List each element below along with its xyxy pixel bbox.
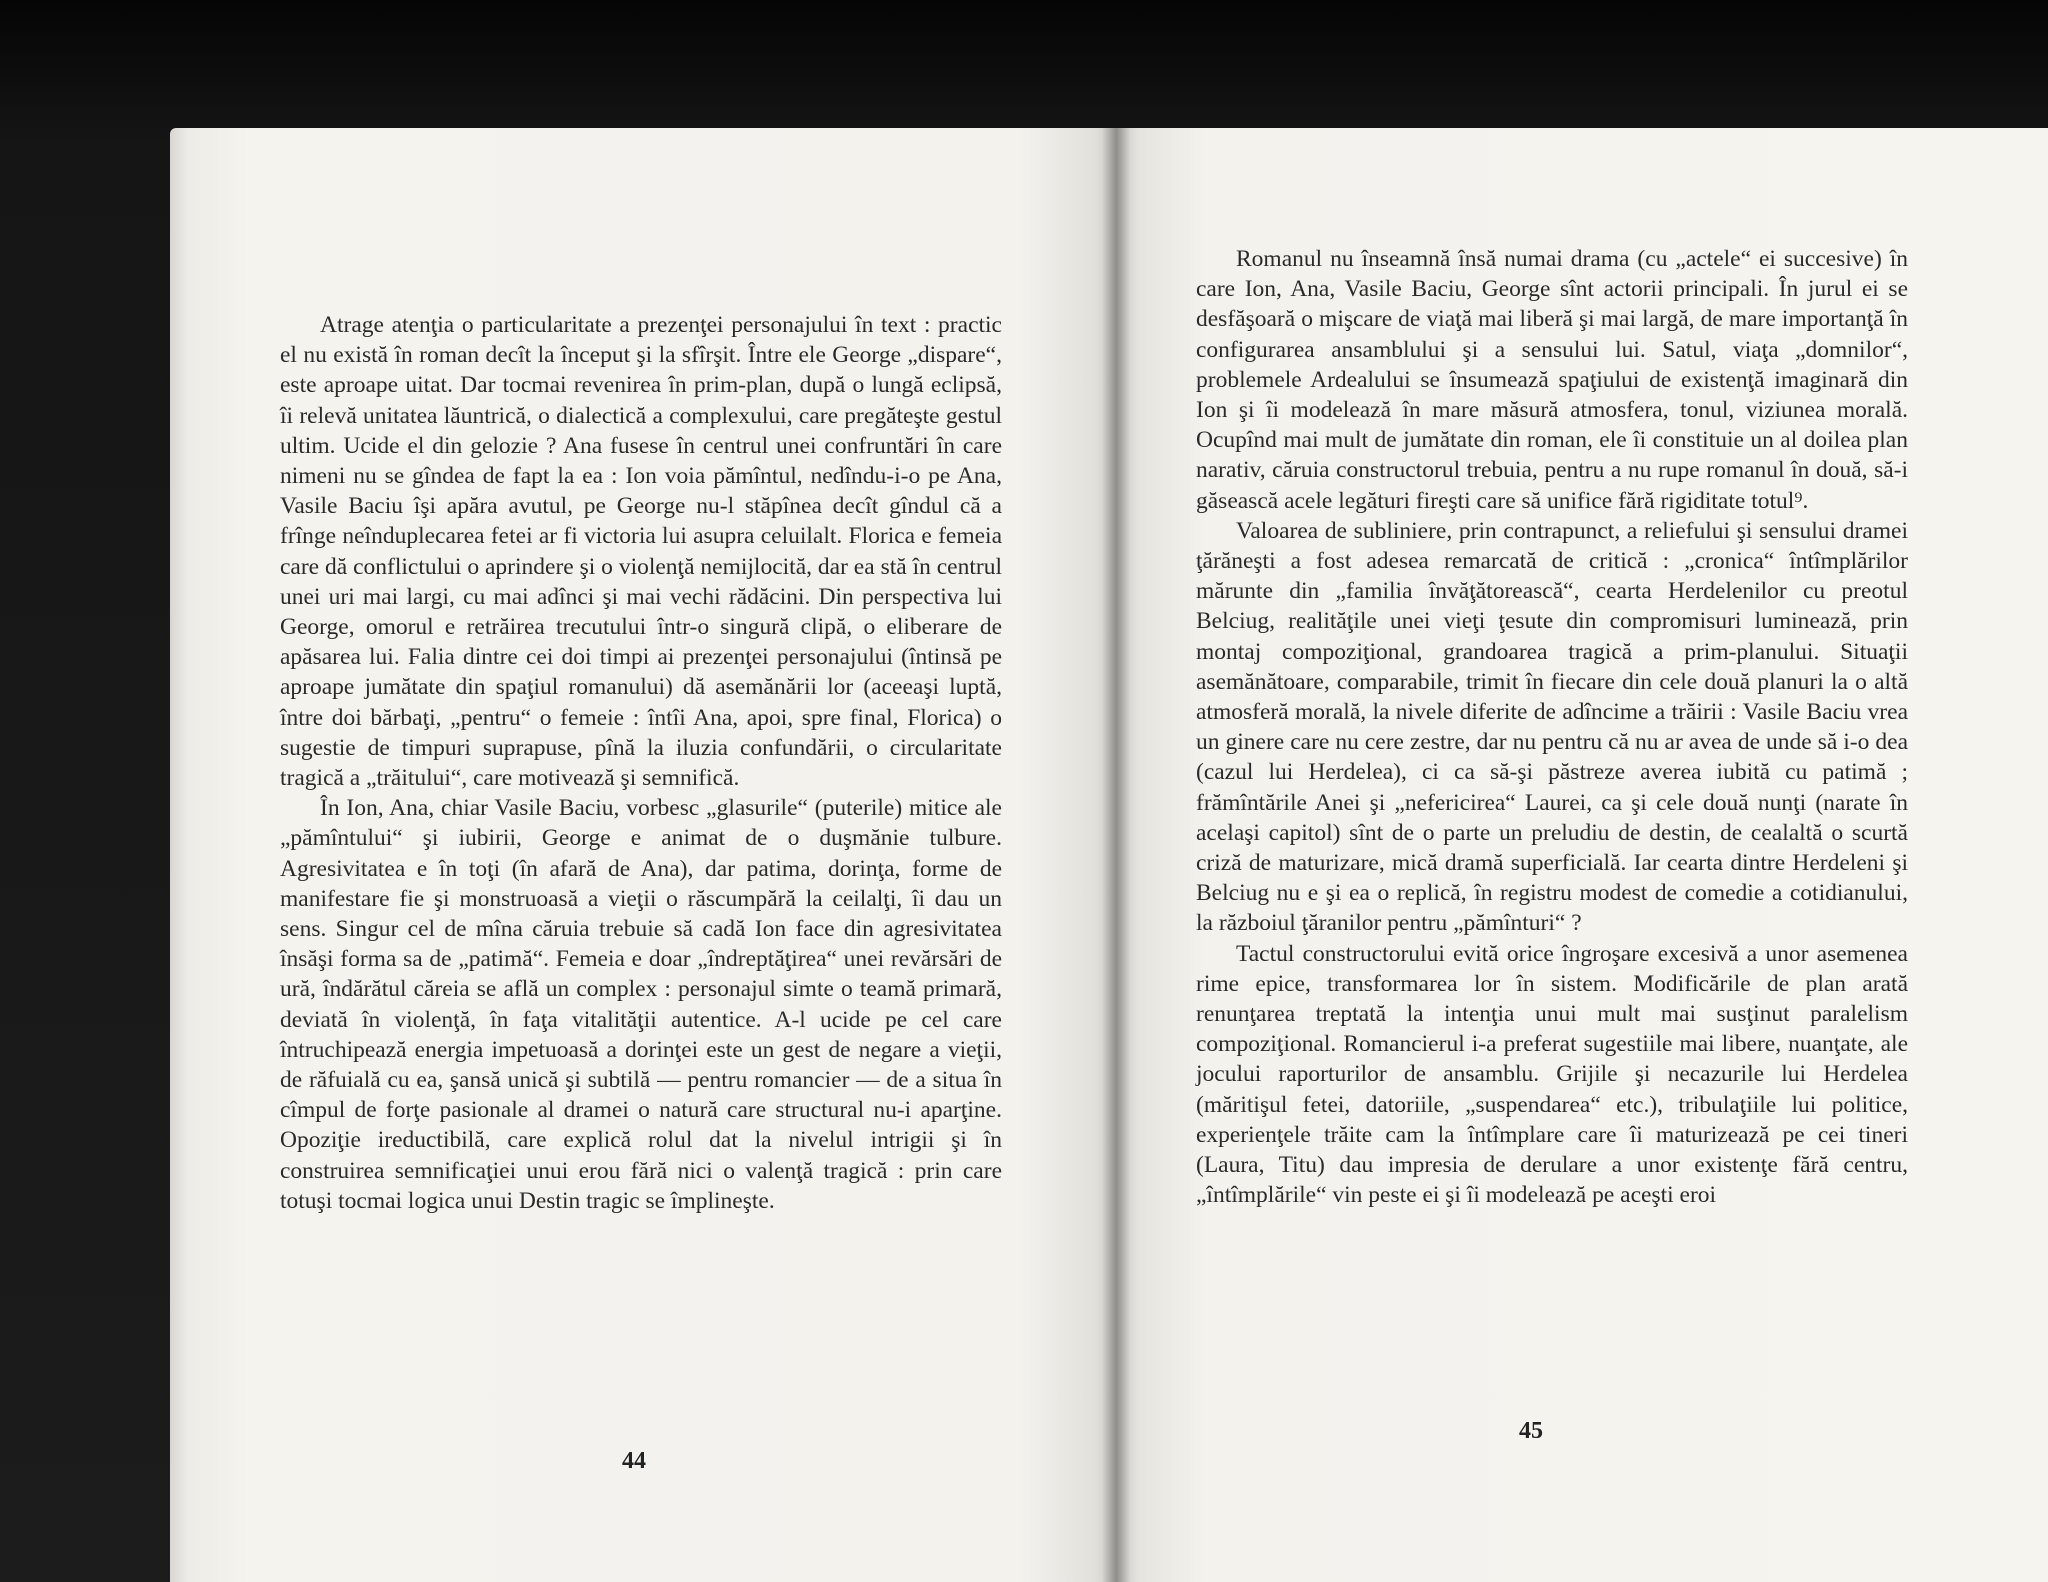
right-page	[1116, 128, 2048, 1582]
right-paragraph-3: Tactul constructorului evită orice îngroşare excesivă a unor asemenea rime epice, transformarea lor în sistem. Modificările de plan arată renunţarea treptată la intenţia unui mult mai susţinut paralelism compoziţional. Romancierul i-a preferat sugestiile mai libere, nuanţate, ale jocului raporturilor de ansamblu. Grijile şi necazurile lui Herdelea (măritişul fetei, datoriile, „suspendarea“ etc.), tribulaţiile lui politice, experienţele trăite cam la întîmplare care îi maturizează pe cei tineri (Laura, Titu) dau impresia de derulare a unor existenţe fără centru, „întîmplările“ vin peste ei şi îi modelează pe aceşti eroi	[1196, 940, 1908, 1209]
left-paragraph-2: În Ion, Ana, chiar Vasile Baciu, vorbesc „glasurile“ (puterile) mitice ale „pămîntului“ şi iubirii, George e animat de o duşmănie tulbure. Agresivitatea e în toţi (în afară de Ana), dar patima, dorinţa, forme de manifestare fie şi monstruoasă a vieţii o răscumpără la ceilalţi, îi dau un sens. Singur cel de mîna căruia trebuie să cadă Ion face din agresivitatea însăşi forma sa de „patimă“. Femeia e doar „îndreptăţirea“ unei revărsări de ură, îndărătul căreia se află un complex : personajul simte o teamă primară, deviată în violenţă, în faţa vitalităţii autentice. A-l ucide pe cel care întruchipează energia impetuoasă a dorinţei este un gest de negare a vieţii, de răfuială cu ea, şansă unică şi subtilă — pentru romancier — de a situa în cîmpul de forţe pasionale al dramei o natură care structural nu-i aparţine. Opoziţie ireductibilă, care explică rolul dat la nivelul intrigii şi în construirea semnificaţiei unui erou fără nici o valenţă tragică : prin care totuşi tocmai logica unui Destin tragic se împlineşte.	[280, 795, 1002, 1214]
left-paragraph-1: Atrage atenţia o particularitate a prezenţei personajului în text : practic el nu există în roman decît la început şi la sfîrşit. Între ele George „dispare“, este aproape uitat. Dar tocmai revenirea în prim-plan, după o lungă eclipsă, îi relevă unitatea lăuntrică, o dialectică a complexului, care pregăteşte gestul ultim. Ucide el din gelozie ? Ana fusese în centrul unei confruntări în care nimeni nu se gîndea de fapt la ea : Ion voia pămîntul, nedîndu-i-o pe Ana, Vasile Baciu îşi apăra avutul, pe George nu-l stăpînea decît gîndul că a frînge neînduplecarea fetei ar fi victoria lui asupra celuilalt. Florica e femeia care dă conflictului o aprindere şi o violenţă nemijlocită, dar ea stă în centrul unei uri mai largi, cu mai adînci şi mai vechi rădăcini. Din perspectiva lui George, omorul e retrăirea trecutului într-o singură clipă, o eliberare de apăsarea lui. Falia dintre cei doi timpi ai prezenţei personajului (întinsă pe aproape jumătate din spaţiul romanului) dă asemănării lor (aceeaşi luptă, între doi bărbaţi, „pentru“ o femeie : întîi Ana, apoi, spre final, Florica) o sugestie de timpuri suprapuse, pînă la iluzia confundării, o circularitate tragică a „trăitului“, care motivează şi semnifică.	[280, 312, 1002, 792]
right-page-text	[1196, 244, 1908, 1211]
left-page	[170, 128, 1116, 1582]
left-page-number: 44	[622, 1448, 646, 1474]
open-book	[170, 128, 2048, 1582]
right-page-number: 45	[1519, 1418, 1543, 1444]
book-gutter	[1102, 128, 1130, 1582]
right-paragraph-1: Romanul nu înseamnă însă numai drama (cu „actele“ ei succesive) în care Ion, Ana, Vasile Baciu, George sînt actorii principali. În jurul ei se desfăşoară o mişcare de viaţă mai liberă şi mai largă, de mare importanţă în configurarea ansamblului şi a sensului lui. Satul, viaţa „domnilor“, problemele Ardealului se însumează spaţiului de existenţă imaginară din Ion şi îi modelează în mare măsură atmosfera, tonul, viziunea morală. Ocupînd mai mult de jumătate din roman, ele îi constituie un al doilea plan narativ, căruia constructorul trebuia, pentru a nu rupe romanul în două, să-i găsească acele legături fireşti care să unifice fără rigiditate totul⁹.	[1196, 246, 1908, 514]
right-paragraph-2: Valoarea de subliniere, prin contrapunct, a reliefului şi sensului dramei ţărăneşti a fost adesea remarcată de critică : „cronica“ întîmplărilor mărunte din „familia învăţătorească“, cearta Herdelenilor cu preotul Belciug, realităţile unei vieţi ţesute din compromisuri luminează, prin montaj compoziţional, grandoarea tragică a prim-planului. Situaţii asemănătoare, comparabile, trimit în fiecare din cele două planuri la o altă atmosferă morală, la nivele diferite de adîncime a trăirii : Vasile Baciu vrea un ginere care nu cere zestre, dar nu pentru că nu ar avea de unde să i-o dea (cazul lui Herdelea), ci ca să-şi păstreze averea iubită cu patimă ; frămîntările Anei şi „nefericirea“ Laurei, ca şi cele două nunţi (narate în acelaşi capitol) sînt de o parte un preludiu de destin, de cealaltă o scurtă criză de maturizare, mică dramă superficială. Iar cearta dintre Herdeleni şi Belciug nu e şi ea o replică, în registru modest de comedie a cotidianului, la războiul ţăranilor pentru „pămînturi“ ?	[1196, 517, 1908, 937]
left-page-text	[280, 310, 1002, 1216]
